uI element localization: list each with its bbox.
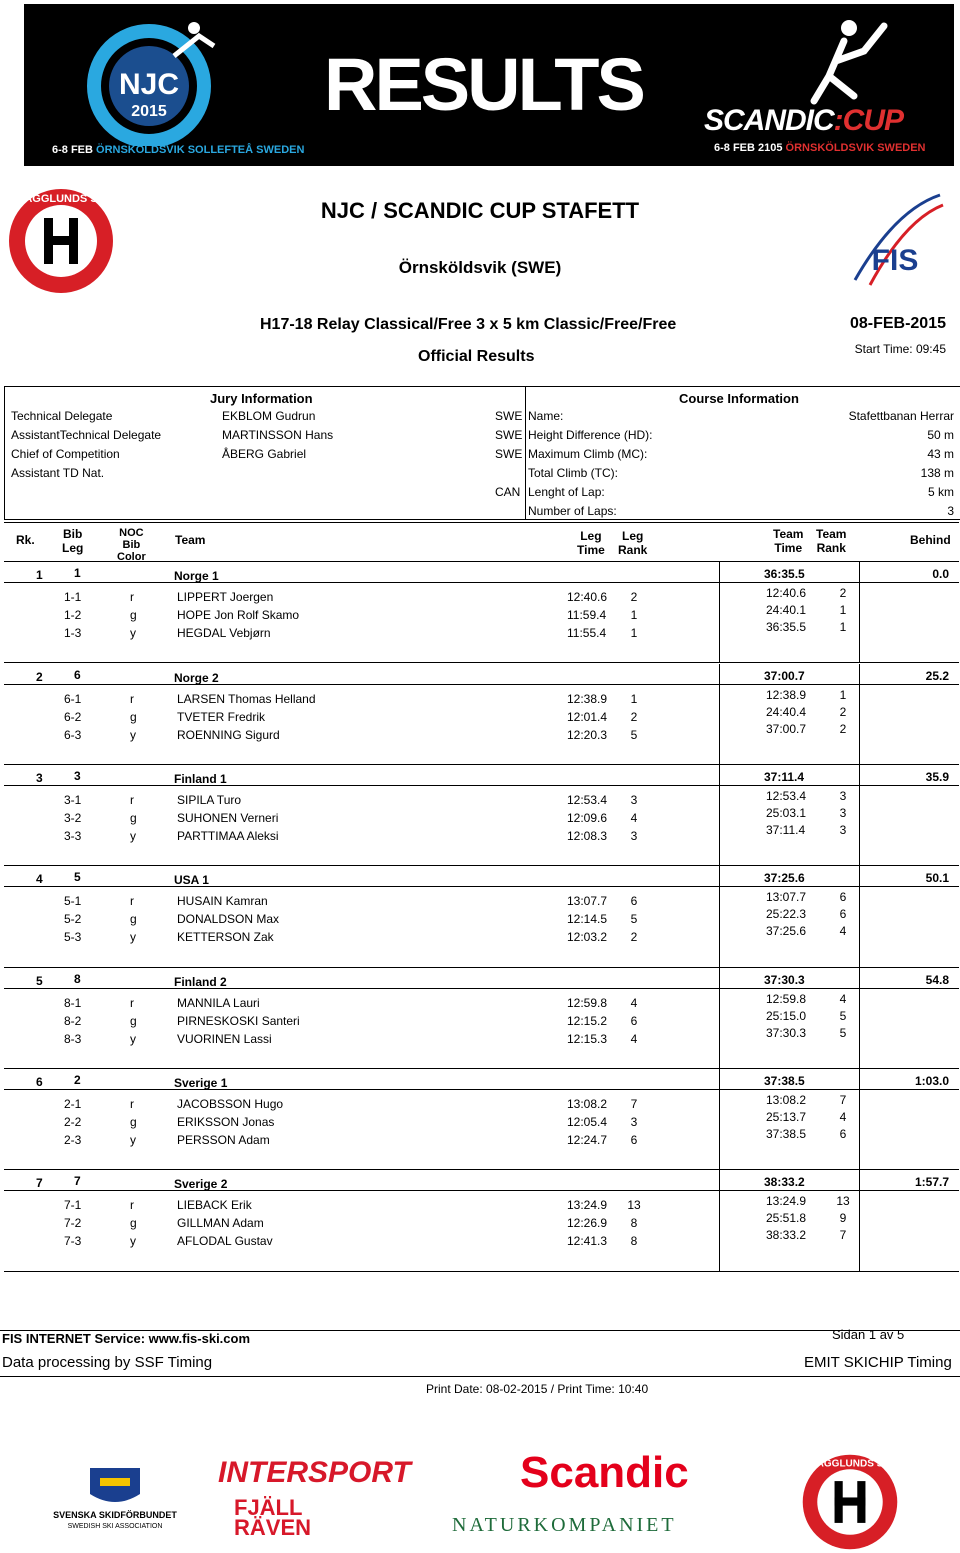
jury-role: Chief of Competition xyxy=(11,447,120,461)
leg-time: 12:24.7 xyxy=(567,1133,608,1147)
team-split-time: 37:30.3 xyxy=(766,1026,807,1040)
column-divider xyxy=(719,866,720,967)
athlete-name: PARTTIMAA Aleksi xyxy=(177,829,279,843)
leg-time: 12:08.3 xyxy=(567,829,608,843)
team-split-time: 37:00.7 xyxy=(766,722,807,736)
team-split-time: 12:53.4 xyxy=(766,789,807,803)
leg-time: 12:53.4 xyxy=(567,793,608,807)
leg-rank: 13 xyxy=(627,1198,641,1212)
team-split-time: 36:35.5 xyxy=(766,620,807,634)
team-split-time: 37:38.5 xyxy=(766,1127,807,1141)
results-type: Official Results xyxy=(418,348,535,365)
team-name: USA 1 xyxy=(174,873,209,887)
leg-rank: 3 xyxy=(630,793,638,807)
col-noc: NOC Bib Color xyxy=(117,527,146,563)
leg-rank: 2 xyxy=(630,930,638,944)
team-name: Sverige 1 xyxy=(174,1076,228,1090)
team-block xyxy=(4,562,959,663)
skier-icon xyxy=(774,16,904,106)
team-split-rank: 7 xyxy=(839,1093,847,1107)
team-behind: 1:03.0 xyxy=(914,1074,949,1088)
course-value: 3 xyxy=(947,504,954,518)
leg-rank: 2 xyxy=(630,590,638,604)
leg-rank: 5 xyxy=(630,912,638,926)
athlete-name: SIPILA Turo xyxy=(177,793,242,807)
col-leg-time: Leg Time xyxy=(577,529,605,557)
team-row-divider xyxy=(4,988,959,989)
team-name: Norge 2 xyxy=(174,671,219,685)
leg-time: 12:14.5 xyxy=(567,912,608,926)
team-rank: 6 xyxy=(36,1075,43,1089)
team-split-rank: 2 xyxy=(839,586,847,600)
svg-text:SVENSKA SKIDFÖRBUNDET: SVENSKA SKIDFÖRBUNDET xyxy=(53,1510,177,1520)
leg-time: 11:59.4 xyxy=(567,608,607,622)
leg-rank: 4 xyxy=(630,996,638,1010)
course-heading: Course Information xyxy=(679,391,799,406)
team-split-time: 38:33.2 xyxy=(766,1228,807,1242)
leg-number: 1-2 xyxy=(64,608,82,622)
leg-time: 12:20.3 xyxy=(567,728,608,742)
athlete-name: TVETER Fredrik xyxy=(177,710,266,724)
athlete-name: PERSSON Adam xyxy=(177,1133,270,1147)
jury-nation: SWE xyxy=(495,409,523,423)
athlete-name: HOPE Jon Rolf Skamo xyxy=(177,608,300,622)
svg-text:HÄGGLUNDS SK: HÄGGLUNDS SK xyxy=(809,1458,891,1470)
team-block xyxy=(4,765,959,866)
team-time: 37:00.7 xyxy=(764,669,805,683)
leg-number: 3-2 xyxy=(64,811,82,825)
leg-time: 12:03.2 xyxy=(567,930,608,944)
team-split-time: 12:59.8 xyxy=(766,992,807,1006)
column-divider xyxy=(859,968,860,1068)
athlete-name: SUHONEN Verneri xyxy=(177,811,279,825)
athlete-name: AFLODAL Gustav xyxy=(177,1234,273,1248)
team-rank: 1 xyxy=(36,568,43,582)
team-rank: 2 xyxy=(36,670,43,684)
athlete-name: HUSAIN Kamran xyxy=(177,894,268,908)
column-divider xyxy=(719,562,720,662)
athlete-name: LARSEN Thomas Helland xyxy=(177,692,316,706)
team-split-time: 25:51.8 xyxy=(766,1211,807,1225)
bib-color: r xyxy=(130,894,134,908)
team-behind: 25.2 xyxy=(925,669,949,683)
leg-time: 12:01.4 xyxy=(567,710,608,724)
team-name: Finland 1 xyxy=(174,772,227,786)
team-behind: 0.0 xyxy=(932,567,949,581)
course-value: Stafettbanan Herrar xyxy=(848,409,954,423)
leg-number: 3-3 xyxy=(64,829,82,843)
competition-title: NJC / SCANDIC CUP STAFETT xyxy=(320,198,640,223)
course-label: Total Climb (TC): xyxy=(528,466,619,480)
athlete-name: JACOBSSON Hugo xyxy=(177,1097,284,1111)
team-behind: 54.8 xyxy=(925,973,949,987)
course-label: Name: xyxy=(528,409,564,423)
bib-color: g xyxy=(130,710,137,724)
leg-number: 2-1 xyxy=(64,1097,82,1111)
svg-text:HÄGGLUNDS SK: HÄGGLUNDS SK xyxy=(16,193,106,205)
athlete-name: HEGDAL Vebjørn xyxy=(177,626,271,640)
fis-service: FIS INTERNET Service: www.fis-ski.com xyxy=(2,1331,251,1346)
leg-rank: 8 xyxy=(630,1234,638,1248)
team-time: 37:11.4 xyxy=(764,770,805,784)
leg-rank: 4 xyxy=(630,811,638,825)
team-row-divider xyxy=(4,785,959,786)
team-split-rank: 5 xyxy=(839,1026,847,1040)
team-row-divider xyxy=(4,582,959,583)
column-divider xyxy=(719,1069,720,1169)
leg-time: 11:55.4 xyxy=(567,626,607,640)
leg-time: 12:26.9 xyxy=(567,1216,608,1230)
leg-time: 12:38.9 xyxy=(567,692,608,706)
leg-number: 6-3 xyxy=(64,728,82,742)
team-time: 37:25.6 xyxy=(764,871,805,885)
team-split-time: 13:08.2 xyxy=(766,1093,807,1107)
team-split-time: 25:13.7 xyxy=(766,1110,807,1124)
col-rank: Rk. xyxy=(16,533,35,547)
bib-color: y xyxy=(130,626,136,640)
team-bib: 7 xyxy=(74,1174,81,1188)
team-time: 37:30.3 xyxy=(764,973,805,987)
results-banner xyxy=(24,4,954,166)
bib-color: r xyxy=(130,1097,134,1111)
bib-color: g xyxy=(130,912,137,926)
leg-rank: 6 xyxy=(630,1014,638,1028)
jury-name: ÅBERG Gabriel xyxy=(222,447,307,461)
leg-number: 8-1 xyxy=(64,996,82,1010)
svg-text:SWEDISH SKI ASSOCIATION: SWEDISH SKI ASSOCIATION xyxy=(67,1523,163,1530)
leg-number: 2-2 xyxy=(64,1115,82,1129)
jury-course-info xyxy=(4,386,960,520)
column-divider xyxy=(859,866,860,967)
leg-rank: 1 xyxy=(630,692,638,706)
team-split-time: 24:40.1 xyxy=(766,603,807,617)
team-split-rank: 6 xyxy=(839,907,847,921)
team-row-divider xyxy=(4,886,959,887)
team-block xyxy=(4,968,959,1069)
team-bib: 8 xyxy=(74,972,81,986)
athlete-name: VUORINEN Lassi xyxy=(177,1032,272,1046)
leg-rank: 3 xyxy=(630,829,638,843)
column-divider xyxy=(719,1170,720,1271)
team-split-rank: 4 xyxy=(839,1110,847,1124)
team-behind: 35.9 xyxy=(925,770,949,784)
team-split-time: 25:22.3 xyxy=(766,907,807,921)
team-bib: 6 xyxy=(74,668,81,682)
col-team-time: Team Time xyxy=(773,527,804,555)
bib-color: g xyxy=(130,1115,137,1129)
team-bib: 3 xyxy=(74,769,81,783)
column-divider xyxy=(719,968,720,1068)
team-bib: 5 xyxy=(74,870,81,884)
leg-number: 7-3 xyxy=(64,1234,82,1248)
team-split-time: 25:15.0 xyxy=(766,1009,807,1023)
bib-color: y xyxy=(130,728,136,742)
team-name: Finland 2 xyxy=(174,975,227,989)
leg-number: 7-1 xyxy=(64,1198,82,1212)
leg-rank: 6 xyxy=(630,894,638,908)
leg-time: 13:08.2 xyxy=(567,1097,608,1111)
data-processing: Data processing by SSF Timing xyxy=(2,1354,213,1371)
leg-rank: 4 xyxy=(630,1032,638,1046)
team-bib: 1 xyxy=(74,566,81,580)
banner-right-subtitle: 6-8 FEB 2105 ÖRNSKÖLDSVIK SWEDEN xyxy=(714,142,926,154)
bib-color: y xyxy=(130,930,136,944)
team-split-rank: 13 xyxy=(836,1194,850,1208)
timing-provider: EMIT SKICHIP Timing xyxy=(804,1354,952,1371)
leg-number: 8-2 xyxy=(64,1014,82,1028)
team-block xyxy=(4,866,959,968)
team-rank: 7 xyxy=(36,1176,43,1190)
jury-nation: SWE xyxy=(495,428,523,442)
intersport-logo: INTERSPORT xyxy=(218,1456,411,1489)
banner-left-subtitle: 6-8 FEB ÖRNSKÖLDSVIK SOLLEFTEÅ SWEDEN xyxy=(52,144,305,156)
leg-number: 1-1 xyxy=(64,590,82,604)
leg-number: 6-2 xyxy=(64,710,82,724)
bib-color: r xyxy=(130,793,134,807)
course-label: Maximum Climb (MC): xyxy=(528,447,648,461)
team-block xyxy=(4,1069,959,1170)
course-label: Height Difference (HD): xyxy=(528,428,653,442)
athlete-name: GILLMAN Adam xyxy=(177,1216,264,1230)
hagglunds-sponsor-logo xyxy=(790,1452,910,1552)
bib-color: y xyxy=(130,829,136,843)
team-rank: 3 xyxy=(36,771,43,785)
team-row-divider xyxy=(4,684,959,685)
leg-number: 2-3 xyxy=(64,1133,82,1147)
leg-rank: 1 xyxy=(630,608,638,622)
leg-number: 8-3 xyxy=(64,1032,82,1046)
team-split-rank: 2 xyxy=(839,722,847,736)
course-value: 43 m xyxy=(927,447,954,461)
athlete-name: PIRNESKOSKI Santeri xyxy=(177,1014,300,1028)
results-table-header xyxy=(4,522,959,562)
leg-number: 3-1 xyxy=(64,793,82,807)
team-split-time: 12:40.6 xyxy=(766,586,807,600)
team-behind: 50.1 xyxy=(925,871,949,885)
team-row-divider xyxy=(4,1089,959,1090)
jury-name: EKBLOM Gudrun xyxy=(222,409,316,423)
col-leg-rank: Leg Rank xyxy=(618,529,648,557)
team-time: 37:38.5 xyxy=(764,1074,805,1088)
jury-role: Technical Delegate xyxy=(11,409,113,423)
team-split-rank: 5 xyxy=(839,1009,847,1023)
naturkompaniet-logo: NATURKOMPANIET xyxy=(452,1514,677,1536)
leg-rank: 7 xyxy=(630,1097,638,1111)
course-label: Number of Laps: xyxy=(528,504,617,518)
column-divider xyxy=(719,765,720,865)
leg-time: 12:40.6 xyxy=(567,590,608,604)
bib-color: g xyxy=(130,1014,137,1028)
athlete-name: MANNILA Lauri xyxy=(177,996,260,1010)
team-behind: 1:57.7 xyxy=(914,1175,949,1189)
course-value: 5 km xyxy=(927,485,954,499)
leg-time: 12:41.3 xyxy=(567,1234,608,1248)
team-split-rank: 3 xyxy=(839,806,847,820)
team-time: 36:35.5 xyxy=(764,567,805,581)
leg-rank: 5 xyxy=(630,728,638,742)
team-block xyxy=(4,664,959,765)
team-split-rank: 7 xyxy=(839,1228,847,1242)
team-split-rank: 6 xyxy=(839,1127,847,1141)
team-split-time: 24:40.4 xyxy=(766,705,807,719)
leg-number: 6-1 xyxy=(64,692,82,706)
column-divider xyxy=(859,1170,860,1271)
team-split-time: 37:25.6 xyxy=(766,924,807,938)
bib-color: g xyxy=(130,1216,137,1230)
team-split-time: 25:03.1 xyxy=(766,806,807,820)
team-split-rank: 3 xyxy=(839,823,847,837)
leg-time: 13:24.9 xyxy=(567,1198,608,1212)
team-split-rank: 1 xyxy=(839,620,847,634)
leg-number: 5-3 xyxy=(64,930,82,944)
course-value: 138 m xyxy=(920,466,954,480)
team-split-rank: 9 xyxy=(839,1211,847,1225)
bib-color: y xyxy=(130,1234,136,1248)
jury-heading: Jury Information xyxy=(210,391,313,406)
athlete-name: ROENNING Sigurd xyxy=(177,728,280,742)
leg-rank: 2 xyxy=(630,710,638,724)
team-name: Sverige 2 xyxy=(174,1177,228,1191)
svg-text:NJC: NJC xyxy=(118,68,180,101)
scandic-cup-logo: SCANDIC:CUP xyxy=(704,104,904,137)
leg-time: 13:07.7 xyxy=(567,894,608,908)
leg-time: 12:05.4 xyxy=(567,1115,608,1129)
leg-rank: 3 xyxy=(630,1115,638,1129)
team-block xyxy=(4,1170,959,1272)
course-value: 50 m xyxy=(927,428,954,442)
column-divider xyxy=(859,664,860,764)
svg-text:FIS: FIS xyxy=(871,244,919,277)
jury-role: AssistantTechnical Delegate xyxy=(11,428,162,442)
leg-number: 1-3 xyxy=(64,626,82,640)
leg-number: 5-2 xyxy=(64,912,82,926)
bib-color: y xyxy=(130,1133,136,1147)
col-behind: Behind xyxy=(910,533,951,547)
team-split-rank: 3 xyxy=(839,789,847,803)
team-split-time: 37:11.4 xyxy=(766,823,806,837)
team-split-rank: 1 xyxy=(839,603,847,617)
team-split-rank: 6 xyxy=(839,890,847,904)
bib-color: r xyxy=(130,996,134,1010)
leg-time: 12:09.6 xyxy=(567,811,608,825)
team-split-rank: 4 xyxy=(839,992,847,1006)
jury-name: MARTINSSON Hans xyxy=(222,428,334,442)
column-divider xyxy=(859,1069,860,1169)
column-divider xyxy=(719,664,720,764)
jury-nation: SWE xyxy=(495,447,523,461)
leg-time: 12:15.2 xyxy=(567,1014,608,1028)
team-name: Norge 1 xyxy=(174,569,219,583)
scandic-logo: Scandic xyxy=(520,1448,689,1497)
course-label: Lenght of Lap: xyxy=(528,485,605,499)
bib-color: y xyxy=(130,1032,136,1046)
team-bib: 2 xyxy=(74,1073,81,1087)
team-time: 38:33.2 xyxy=(764,1175,805,1189)
team-split-time: 13:24.9 xyxy=(766,1194,807,1208)
leg-rank: 1 xyxy=(630,626,638,640)
team-rank: 5 xyxy=(36,974,43,988)
page-number: Sidan 1 av 5 xyxy=(832,1327,905,1342)
results-title: RESULTS xyxy=(324,43,643,126)
team-split-time: 12:38.9 xyxy=(766,688,807,702)
athlete-name: ERIKSSON Jonas xyxy=(177,1115,275,1129)
athlete-name: KETTERSON Zak xyxy=(177,930,274,944)
col-team-rank: Team Rank xyxy=(816,527,847,555)
event-title: H17-18 Relay Classical/Free 3 x 5 km Classic/Free/Free xyxy=(260,316,677,333)
venue: Örnsköldsvik (SWE) xyxy=(398,258,562,277)
njc-logo xyxy=(74,16,224,146)
team-rank: 4 xyxy=(36,872,43,886)
leg-number: 5-1 xyxy=(64,894,82,908)
bib-color: g xyxy=(130,608,137,622)
athlete-name: DONALDSON Max xyxy=(177,912,280,926)
print-info: Print Date: 08-02-2015 / Print Time: 10:40 xyxy=(426,1382,649,1396)
team-split-rank: 4 xyxy=(839,924,847,938)
bib-color: r xyxy=(130,1198,134,1212)
leg-number: 7-2 xyxy=(64,1216,82,1230)
jury-nation: CAN xyxy=(495,485,521,499)
column-divider xyxy=(859,562,860,662)
team-row-divider xyxy=(4,1190,959,1191)
athlete-name: LIEBACK Erik xyxy=(177,1198,252,1212)
bib-color: r xyxy=(130,692,134,706)
bib-color: r xyxy=(130,590,134,604)
team-split-time: 13:07.7 xyxy=(766,890,807,904)
ssf-logo xyxy=(30,1464,200,1536)
leg-rank: 6 xyxy=(630,1133,638,1147)
leg-time: 12:15.3 xyxy=(567,1032,608,1046)
leg-rank: 8 xyxy=(630,1216,638,1230)
col-bib-leg: Bib Leg xyxy=(62,527,84,555)
col-team: Team xyxy=(175,533,206,547)
team-split-rank: 2 xyxy=(839,705,847,719)
bib-color: g xyxy=(130,811,137,825)
athlete-name: LIPPERT Joergen xyxy=(177,590,274,604)
fjallraven-logo: FJÄLL RÄVEN xyxy=(234,1495,312,1540)
svg-text:2015: 2015 xyxy=(131,103,167,120)
team-split-rank: 1 xyxy=(839,688,847,702)
start-time: Start Time: 09:45 xyxy=(854,342,946,356)
event-date: 08-FEB-2015 xyxy=(849,315,946,332)
jury-role: Assistant TD Nat. xyxy=(11,466,105,480)
leg-time: 12:59.8 xyxy=(567,996,608,1010)
sponsor-strip xyxy=(0,1428,960,1553)
column-divider xyxy=(859,765,860,865)
